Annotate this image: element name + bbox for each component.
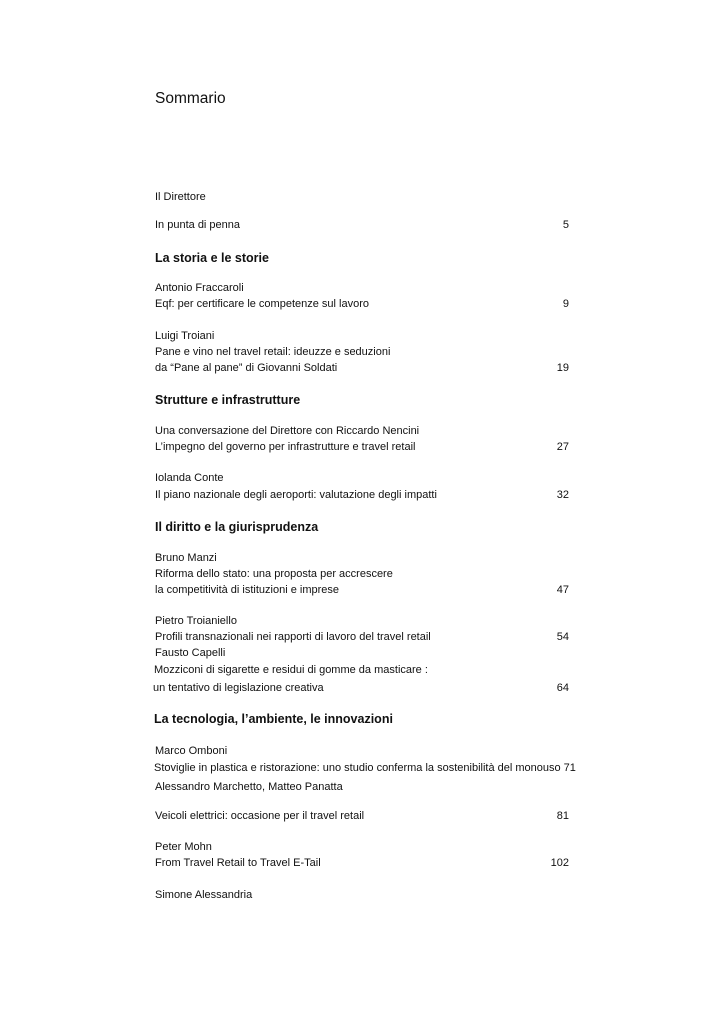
intro-label: Il Direttore — [155, 191, 206, 203]
section-heading: Strutture e infrastrutture — [155, 393, 301, 407]
entry-page-number: 32 — [556, 489, 569, 501]
entry-title: Profili transnazionali nei rapporti di lavoro del travel retail — [155, 631, 431, 643]
entry-page-number: 47 — [556, 584, 569, 596]
entry-title-continued: la competitività di istituzioni e imprese — [155, 584, 340, 596]
entry-page-number: 64 — [556, 682, 569, 694]
entry-author: Iolanda Conte — [155, 472, 224, 484]
entry-title: Eqf: per certificare le competenze sul lavoro — [155, 298, 369, 310]
entry-title: Riforma dello stato: una proposta per accrescere — [155, 568, 393, 580]
entry-author: Luigi Troiani — [155, 330, 215, 342]
page-title: Sommario — [155, 90, 226, 107]
entry-page-number: 19 — [556, 362, 569, 374]
entry-title: Veicoli elettrici: occasione per il travel retail — [155, 810, 365, 822]
section-heading: Il diritto e la giurisprudenza — [155, 520, 319, 534]
entry-author: Simone Alessandria — [155, 889, 253, 901]
entry-author: Antonio Fraccaroli — [155, 282, 244, 294]
entry-author: Fausto Capelli — [155, 647, 226, 659]
entry-page-number: 54 — [556, 631, 569, 643]
entry-author: Bruno Manzi — [155, 552, 217, 564]
entry-title: Pane e vino nel travel retail: ideuzze e seduzioni — [155, 346, 391, 358]
entry-page-number: 81 — [556, 810, 569, 822]
entry-author: Pietro Troianiello — [155, 615, 237, 627]
entry-author: Una conversazione del Direttore con Riccardo Nencini — [155, 425, 420, 437]
entry-author: Peter Mohn — [155, 841, 212, 853]
entry-author: Marco Omboni — [155, 745, 228, 757]
entry-title: From Travel Retail to Travel E-Tail — [155, 857, 321, 869]
entry-title: L’impegno del governo per infrastrutture e travel retail — [155, 441, 416, 453]
section-heading: La tecnologia, l’ambiente, le innovazioni — [154, 712, 393, 726]
entry-title-continued: un tentativo di legislazione creativa — [153, 682, 324, 694]
entry-title-continued: da “Pane al pane” di Giovanni Soldati — [155, 362, 338, 374]
entry-title: Il piano nazionale degli aeroporti: valutazione degli impatti — [155, 489, 437, 501]
entry-page-number: 9 — [562, 298, 569, 310]
entry-title: Mozziconi di sigarette e residui di gomme da masticare : — [154, 664, 428, 676]
entry-page-number: 102 — [550, 857, 569, 869]
entry-author: Alessandro Marchetto, Matteo Panatta — [155, 781, 343, 793]
entry-title: Stoviglie in plastica e ristorazione: uno studio conferma la sostenibilità del monouso 71 — [154, 762, 576, 774]
intro-page-number: 5 — [562, 219, 569, 231]
intro-item-title: In punta di penna — [155, 219, 241, 231]
entry-page-number: 27 — [556, 441, 569, 453]
section-heading: La storia e le storie — [155, 251, 269, 265]
